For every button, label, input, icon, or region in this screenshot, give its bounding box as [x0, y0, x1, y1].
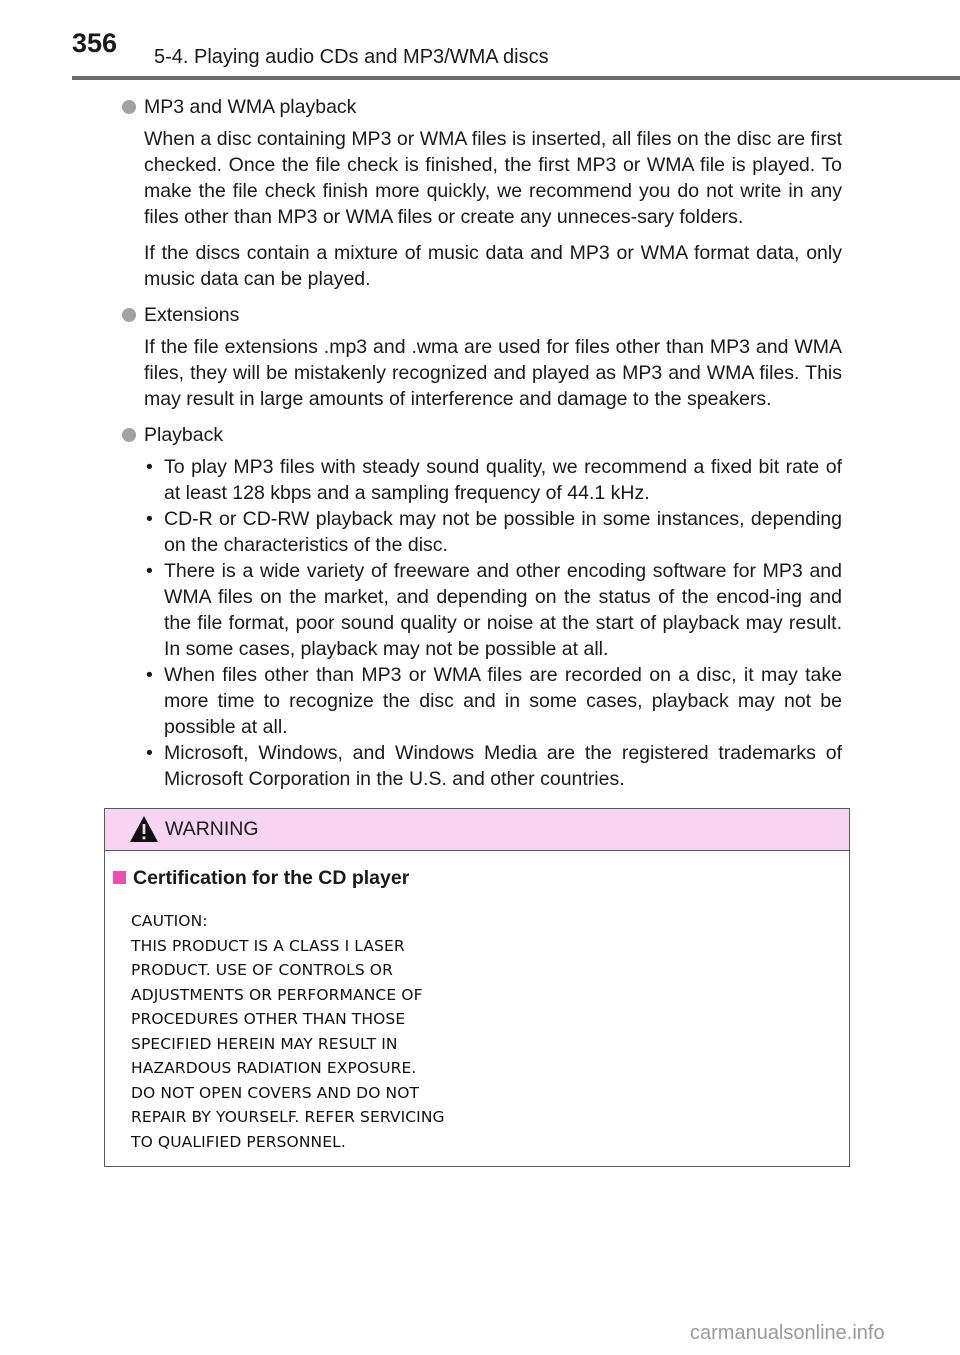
caution-line: ADJUSTMENTS OR PERFORMANCE OF: [131, 985, 423, 1004]
header-divider: [72, 76, 960, 80]
caution-line: DO NOT OPEN COVERS AND DO NOT: [131, 1083, 420, 1102]
certification-heading: [113, 867, 409, 890]
bullet-glyph: •: [146, 560, 153, 582]
list-item: [144, 454, 842, 506]
paragraph: If the file extensions .mp3 and .wma are used for files other than MP3 and WMA files, they will be mistakenly recognized and played as MP3 and WMA files. This may result in large amounts of interference and damage to the speakers.: [144, 336, 842, 410]
list-item: [144, 506, 842, 558]
warning-label: WARNING: [165, 818, 259, 840]
playback-list: [144, 454, 842, 792]
section-heading-mp3-wma: [122, 94, 842, 120]
list-item: [144, 558, 842, 662]
heading-square-icon: [113, 871, 126, 884]
list-item: [144, 740, 842, 792]
section-title: 5-4. Playing audio CDs and MP3/WMA discs: [154, 46, 549, 68]
list-item-text: Microsoft, Windows, and Windows Media are the registered trademarks of Microsoft Corporation in the U.S. and other countries.: [164, 742, 842, 790]
bullet-glyph: •: [146, 742, 153, 764]
bullet-glyph: •: [146, 508, 153, 530]
certification-heading-text: Certification for the CD player: [133, 867, 410, 889]
watermark: carmanualsonline.info: [690, 1322, 885, 1344]
list-item-text: CD-R or CD-RW playback may not be possible in some instances, depending on the characteristics of the disc.: [164, 508, 842, 556]
bullet-dot-icon: [122, 428, 136, 442]
section-heading-label: Extensions: [144, 304, 240, 326]
warning-box: [104, 808, 850, 1167]
list-item-text: When files other than MP3 or WMA files are recorded on a disc, it may take more time to recognize the disc and in some cases, playback may not be possible at all.: [164, 664, 842, 738]
warning-header: [105, 809, 849, 851]
caution-line: THIS PRODUCT IS A CLASS Ⅰ LASER: [131, 936, 405, 955]
list-item-text: There is a wide variety of freeware and other encoding software for MP3 and WMA files on the market, and depending on the status of the encod-ing and the file format, poor sound quality or noise at the start of playback may result. In some cases, playback may not be possible at all.: [164, 560, 842, 660]
caution-line: REPAIR BY YOURSELF. REFER SERVICING: [131, 1108, 445, 1126]
section-heading-extensions: [122, 302, 842, 328]
paragraph: When a disc containing MP3 or WMA files is inserted, all files on the disc are first checked. Once the file check is finished, the first MP3 or WMA file is played. To make the file check finish more quickly, we recommend you do not write in any files other than MP3 or WMA files or create any unneces-sary folders.: [144, 128, 842, 228]
caution-line: TO QUALIFIED PERSONNEL.: [131, 1132, 346, 1151]
bullet-dot-icon: [122, 308, 136, 322]
list-item-text: To play MP3 files with steady sound quality, we recommend a fixed bit rate of at least 128 kbps and a sampling frequency of 44.1 kHz.: [164, 456, 842, 504]
section-heading-label: MP3 and WMA playback: [144, 96, 357, 118]
bullet-glyph: •: [146, 664, 153, 686]
main-content: [122, 86, 842, 792]
section-heading-label: Playback: [144, 424, 224, 446]
page-header: [0, 0, 960, 80]
caution-line: HAZARDOUS RADIATION EXPOSURE.: [131, 1059, 417, 1077]
warning-triangle-icon: [129, 815, 159, 843]
caution-label-block: [131, 909, 445, 1154]
bullet-glyph: •: [146, 456, 153, 478]
caution-line: CAUTION:: [131, 912, 208, 930]
page-number: 356: [72, 28, 118, 58]
paragraph: If the discs contain a mixture of music data and MP3 or WMA format data, only music data can be played.: [144, 242, 842, 290]
caution-line: PROCEDURES OTHER THAN THOSE: [131, 1010, 406, 1028]
caution-line: PRODUCT. USE OF CONTROLS OR: [131, 961, 393, 979]
bullet-dot-icon: [122, 100, 136, 114]
list-item: [144, 662, 842, 740]
section-heading-playback: [122, 422, 842, 448]
caution-line: SPECIFIED HEREIN MAY RESULT IN: [131, 1034, 398, 1053]
